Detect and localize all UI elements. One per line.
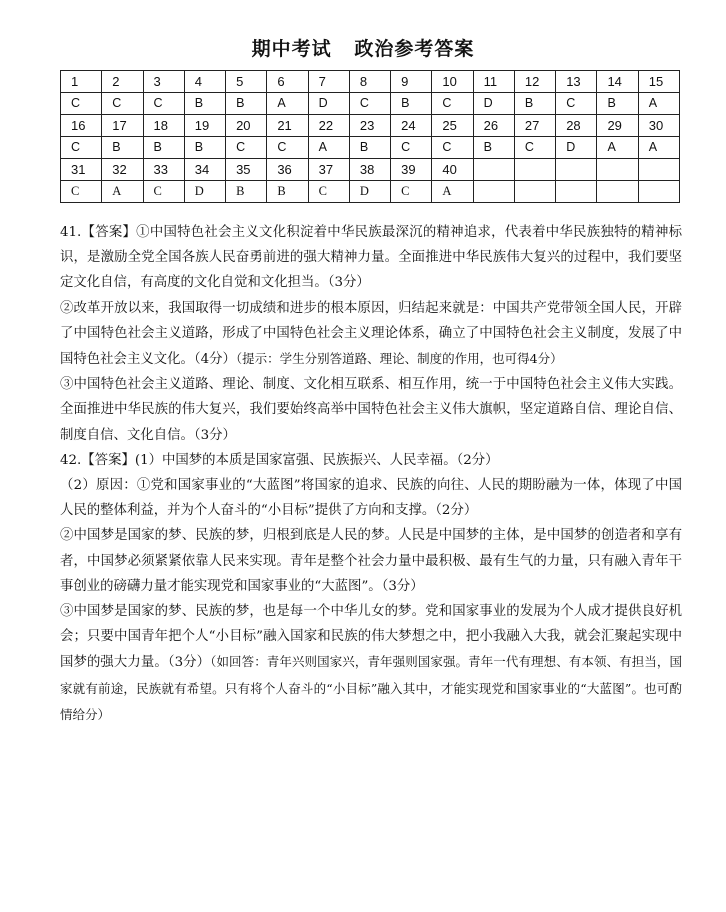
answer-cell: B (184, 93, 225, 115)
answer-cell: C (349, 93, 390, 115)
page-title: 期中考试 政治参考答案 (251, 38, 475, 60)
question-number-cell: 4 (184, 71, 225, 93)
question-number-cell: 14 (597, 71, 638, 93)
question-number-row (61, 115, 680, 137)
answer-cell: B (226, 181, 267, 203)
question-number-cell: 3 (143, 71, 184, 93)
question-number-cell: 21 (267, 115, 308, 137)
answer-cell: C (143, 93, 184, 115)
question-number-cell: 37 (308, 159, 349, 181)
answer-cell: C (556, 93, 597, 115)
question-number-cell (556, 159, 597, 181)
question-number-cell: 18 (143, 115, 184, 137)
answer-cell: B (473, 137, 514, 159)
question-number-cell: 6 (267, 71, 308, 93)
answer-paragraph (60, 599, 682, 728)
answer-cell: A (638, 93, 679, 115)
answer-cell: B (226, 93, 267, 115)
question-number-cell: 19 (184, 115, 225, 137)
answer-cell: B (349, 137, 390, 159)
paragraph-text: ③中国梦是国家的梦、民族的梦，也是每一个中华儿女的梦。党和国家事业的发展为个人成才提供良好机会；只要中国青年把个人“小目标”融入国家和民族的伟大梦想之中，把小我融入大我，就会汇聚起实现中国梦的强大力量。（3分） (60, 604, 682, 671)
question-number-cell: 36 (267, 159, 308, 181)
question-number-cell: 39 (391, 159, 432, 181)
answer-cell: C (432, 93, 473, 115)
answer-paragraph (60, 296, 682, 373)
answer-cell: C (267, 137, 308, 159)
answer-cell: B (514, 93, 555, 115)
question-number-cell (514, 159, 555, 181)
answer-cell: C (514, 137, 555, 159)
answer-paragraph (60, 220, 682, 296)
question-number-cell: 30 (638, 115, 679, 137)
answer-cell: B (184, 137, 225, 159)
answer-cell (473, 181, 514, 203)
paragraph-text: ②中国梦是国家的梦、民族的梦，归根到底是人民的梦。人民是中国梦的主体，是中国梦的创造者和享有者，中国梦必须紧紧依靠人民来实现。青年是整个社会力量中最积极、最有生气的力量，只有融入青年干事创业的磅礴力量才能实现党和国家事业的“大蓝图”。（3分） (60, 528, 682, 594)
question-number-cell: 24 (391, 115, 432, 137)
scoring-hint: （提示：学生分别答道路、理论、制度的作用，也可得4分） (235, 351, 563, 367)
answer-cell: C (226, 137, 267, 159)
answer-paragraph (60, 448, 682, 473)
answer-cell (597, 181, 638, 203)
question-number-cell: 35 (226, 159, 267, 181)
question-number-cell: 27 (514, 115, 555, 137)
paragraph-text: ③中国特色社会主义道路、理论、制度、文化相互联系、相互作用，统一于中国特色社会主义伟大实践。全面推进中华民族的伟大复兴，我们要始终高举中国特色社会主义伟大旗帜，坚定道路自信、理论自信、制度自信、文化自信。（3分） (60, 377, 682, 443)
answer-cell: D (473, 93, 514, 115)
question-number-cell: 29 (597, 115, 638, 137)
answer-paragraph (60, 372, 682, 448)
question-number-cell: 5 (226, 71, 267, 93)
answer-paragraph (60, 473, 682, 523)
question-number-row (61, 71, 680, 93)
question-number-cell: 2 (102, 71, 143, 93)
answer-key-table (60, 70, 680, 203)
question-number-cell: 32 (102, 159, 143, 181)
answer-cell: A (432, 181, 473, 203)
answer-cell: B (597, 93, 638, 115)
answer-cell: B (267, 181, 308, 203)
answer-cell: C (432, 137, 473, 159)
question-number-cell: 25 (432, 115, 473, 137)
answer-cell (638, 181, 679, 203)
answer-cell: B (143, 137, 184, 159)
question-number-cell: 26 (473, 115, 514, 137)
question-number-cell: 8 (349, 71, 390, 93)
answer-cell: D (349, 181, 390, 203)
answer-cell: D (184, 181, 225, 203)
answer-cell: C (308, 181, 349, 203)
question-number-cell: 15 (638, 71, 679, 93)
question-number-cell: 16 (61, 115, 102, 137)
answer-paragraph (60, 523, 682, 599)
question-number-cell: 17 (102, 115, 143, 137)
question-number-cell: 20 (226, 115, 267, 137)
answer-cell: A (308, 137, 349, 159)
answer-cell: C (143, 181, 184, 203)
answer-explanations (60, 220, 682, 728)
question-number-cell: 28 (556, 115, 597, 137)
answer-key-body (61, 71, 680, 203)
question-number-cell: 1 (61, 71, 102, 93)
question-number-cell (597, 159, 638, 181)
question-number-cell (638, 159, 679, 181)
answer-cell: C (61, 181, 102, 203)
question-number-cell: 13 (556, 71, 597, 93)
answer-row (61, 181, 680, 203)
question-number-cell: 9 (391, 71, 432, 93)
paragraph-text: ②改革开放以来，我国取得一切成绩和进步的根本原因，归结起来就是：中国共产党带领全国人民，开辟了中国特色社会主义道路，形成了中国特色社会主义理论体系，确立了中国特色社会主义制度，发展了中国特色社会主义文化。（4分） (60, 300, 682, 368)
paragraph-text: （2）原因：①党和国家事业的“大蓝图”将国家的追求、民族的向往、人民的期盼融为一体，体现了中国人民的整体利益，并为个人奋斗的“小目标”提供了方向和支撑。（2分） (60, 478, 682, 519)
answer-cell: D (556, 137, 597, 159)
paragraph-text: 42.【答案】(1）中国梦的本质是国家富强、民族振兴、人民幸福。（2分） (60, 452, 499, 468)
question-number-cell: 22 (308, 115, 349, 137)
answer-cell (556, 181, 597, 203)
paragraph-text: 41.【答案】①中国特色社会主义文化积淀着中华民族最深沉的精神追求，代表着中华民族独特的精神标识，是激励全党全国各族人民奋勇前进的强大精神力量。全面推进中华民族伟大复兴的过程中，我们要坚定文化自信，有高度的文化自觉和文化担当。（3分） (60, 225, 682, 291)
question-number-cell: 34 (184, 159, 225, 181)
answer-cell: C (61, 93, 102, 115)
answer-cell: C (61, 137, 102, 159)
answer-cell: A (597, 137, 638, 159)
answer-row (61, 137, 680, 159)
question-number-cell: 7 (308, 71, 349, 93)
question-number-cell: 10 (432, 71, 473, 93)
answer-cell: A (102, 181, 143, 203)
question-number-row (61, 159, 680, 181)
question-number-cell: 11 (473, 71, 514, 93)
scoring-hint: （如回答：青年兴则国家兴，青年强则国家强。青年一代有理想、有本领、有担当，国家就有前途，民族就有希望。只有将个人奋斗的“小目标”融入其中，才能实现党和国家事业的“大蓝图”。也可酌情给分） (60, 654, 682, 722)
answer-cell (514, 181, 555, 203)
answer-cell: C (102, 93, 143, 115)
question-number-cell: 23 (349, 115, 390, 137)
question-number-cell: 33 (143, 159, 184, 181)
answer-cell: C (391, 137, 432, 159)
answer-cell: A (267, 93, 308, 115)
answer-cell: D (308, 93, 349, 115)
question-number-cell: 31 (61, 159, 102, 181)
question-number-cell (473, 159, 514, 181)
question-number-cell: 12 (514, 71, 555, 93)
answer-cell: C (391, 181, 432, 203)
answer-cell: A (638, 137, 679, 159)
answer-row (61, 93, 680, 115)
answer-cell: B (391, 93, 432, 115)
answer-cell: B (102, 137, 143, 159)
question-number-cell: 38 (349, 159, 390, 181)
question-number-cell: 40 (432, 159, 473, 181)
